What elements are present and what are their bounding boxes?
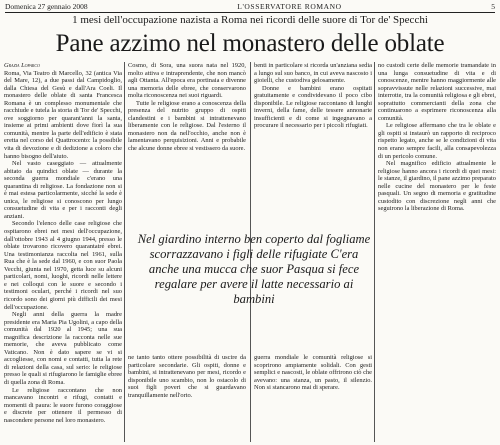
masthead-page-number: 5 xyxy=(491,2,495,11)
article-kicker: 1 mesi dell'occupazione nazista a Roma nei ricordi delle suore di Tor de' Specchi xyxy=(72,14,428,26)
article-byline: Grazia Loparco xyxy=(4,62,40,69)
paragraph: Nel vasto caseggiato — attualmente abitato da quindici oblate — durante la seconda guerra mondiale c'erano una quarantina di religiose. La fondazione non si è mai estesa particolarmente, sicché la sede è unica, le religiose si conoscono per lungo consuetudine di vita e per i racconti degli anziani. xyxy=(4,160,122,220)
paragraph: Donne e bambini erano ospitati gratuitamente e condividevano il poco cibo disponibile. Le religiose raccontano di lunghi inverni, della fame, delle tessere annonarie insufficienti e di come si ingegnavano a procurare il necessario per i piccoli rifugiati. xyxy=(254,84,372,130)
article-column-2-continued xyxy=(128,354,246,444)
paragraph: Roma, Via Teatro di Marcello, 32 (antica Via del Mare, 12), a due passi dal Campidoglio, dalla Chiesa del Gesù e dall'Ara Coeli. Il monastero delle oblate di santa Francesca Romana è un complesso monumentale che racchiude e tutela la storia di Tor de' Specchi, ove soggiorno per quarant'anni la santa, insieme ai primi ambienti dove fiorì la sua comunità, mentre la parte dell'edificio è stata eretta nel corso del Quattrocento: la possibile vita di devozione e di dedizione a coloro che hanno bisogno dell'aiuto. xyxy=(4,69,122,160)
paragraph: Le religiose raccontano che non mancavano incontri e rifugi, contatti e momenti di paura: le suore furono coraggiose e discrete per ottenere il permesso di nascondere persone nel loro monastero. xyxy=(4,386,122,424)
article-column-3 xyxy=(254,62,372,202)
article-column-3-continued xyxy=(254,354,372,444)
paragraph: Negli anni della guerra la madre presidente era Maria Pia Ugolini, a capo della comunità dal 1920 al 1945; una sua magnifica descrizione la racconta nelle sue memorie, che aveva pubblicato come Vaticano. Non è dato sapere se vi si accogliesse, con nomi e contatti, tutta la rete di relazioni della casa, sul serio: le religiose presso le quali si rifugiarono le famiglie ebree di quella zona di Roma. xyxy=(4,311,122,386)
masthead-publication: L'OSSERVATORE ROMANO xyxy=(237,2,342,11)
pull-quote: Nel giardino interno ben coperto dal fogliame scorrazzavano i figli delle rifugiate C'era anche una mucca che suor Pasqua si fece regalare per avere il latte necessario ai bambini xyxy=(137,232,371,306)
paragraph: no custodi certe delle memorie tramandate in una lunga consuetudine di vita e di conoscenze, mentre hanno maggiormente alle sopravvissute nelle relazioni successive, mai interrotte, tra la comunità religiosa e gli ebrei, soprattutto commercianti della zona che continuarono a esprimere riconoscenza alla comunità. xyxy=(378,62,496,122)
article-column-2 xyxy=(128,62,246,228)
masthead-date: Domenica 27 gennaio 2008 xyxy=(5,2,88,11)
paragraph: Tutte le religiose erano a conoscenza della presenza del nutrito gruppo di ospiti clandestini e i bambini si intrattenevano liberamente con le religiose. Dal l'esterno il monastero non da nell'occhio, anche non è lamentavano perquisizioni. Anni e probabile che alcune donne ebree si vestissero da suore. xyxy=(128,99,246,153)
masthead xyxy=(5,2,495,13)
paragraph: Secondo l'elenco delle case religiose che ospitarono ebrei nei mesi dell'occupazione, dall'ottobre 1943 al 4 giugno 1944, presso le oblate trovarono ricovero quarantatré ebrei. Una testimonianza raccolta nel 1961, sulla Rua che è la sede dal 1960, e con suor Paola Vecchi, giunta nel 1970, getta luce su alcuni particolari, nomi, luoghi, ricordi nelle lettere e nei colloqui con le suore e secondo i testimoni oculari, perché i ricordi nel suo ricordo sono dei giorni più difficili dei mesi dell'occupazione. xyxy=(4,220,122,311)
paragraph: benti in particolare si ricorda un'anziana sedia a lungo sul suo banco, in cui aveva nascosto i gioielli, che custodiva gelosamente. xyxy=(254,62,372,85)
article-column-1 xyxy=(4,62,122,444)
paragraph: Cosmo, di Sora, una suora nata nel 1920, molto attiva e intraprendente, che non mancò agli Ottanta. All'epoca era portinaia e divenne una memoria delle ebree, che conservarono molta riconoscenza nei suoi riguardi. xyxy=(128,62,246,100)
article-headline: Pane azzimo nel monastero delle oblate xyxy=(55,30,445,57)
paragraph: ne tanto tanto ottere possibilità di uscire da particolare secondarie. Gli ospiti, donne e bambini, si intrattenevano per mesi, ricordo e disponibile uno scambio, non lo ostacolo di suoi figli poveri che si guardavano tranquillamente nell'orto. xyxy=(128,354,246,399)
article-column-4 xyxy=(378,62,496,444)
paragraph: Nel magnifico edificio attualmente le religiose hanno ancora i ricordi di quei mesi: le stanze, il giardino, il pane azzimo preparato nelle cucine del monastero per le feste pasquali. Un segno di memoria e gratitudine custodito con discrezione negli anni che seguirono la liberazione di Roma. xyxy=(378,160,496,213)
paragraph: Le religiose affermano che tra le oblate e gli ospiti si instaurò un rapporto di reciproco rispetto legato, anche se le condizioni di vita non erano sempre facili, alla consapevolezza di un pericolo comune. xyxy=(378,122,496,160)
paragraph: guerra mondiale le comunità religiose si scoprirono ampiamente solidali. Con gesti semplici e nascosti, le oblate offrirono ciò che avevano: una stanza, un pasto, il silenzio. Non si stancarono mai di sperare. xyxy=(254,354,372,392)
